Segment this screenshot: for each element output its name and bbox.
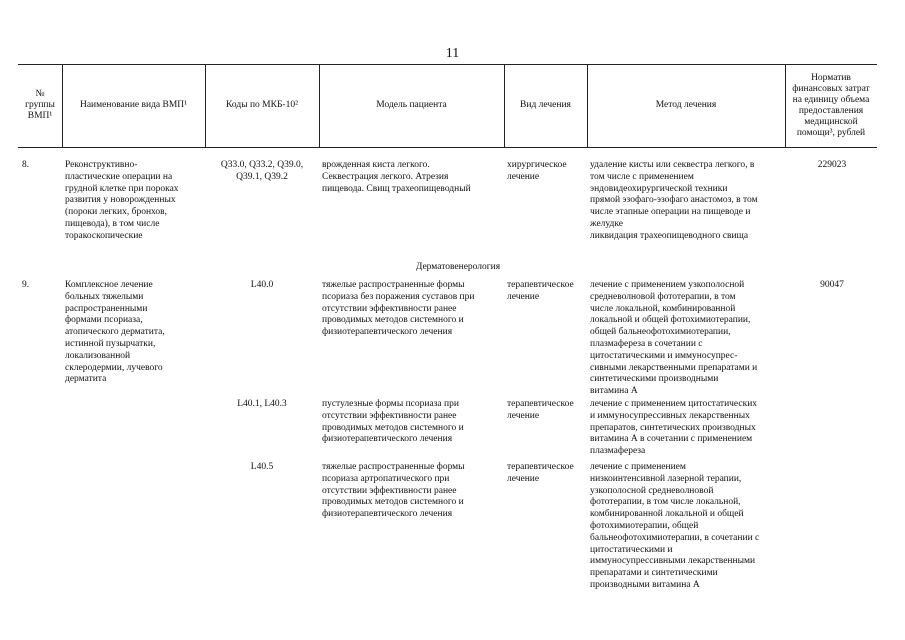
header-treatment-type: Вид лечения [520,100,571,110]
treatment-type: терапевтическое лечение [507,462,574,484]
treatment-method: лечение с применением низкоинтенсивной лазерной терапии, узкополосной средневолновой фототерапии, в том числе локальной, комбинированной локальной и общей фотохимиотерапии, общей бальнеофотохимиотерапии, в сочетании с цитостатическими и иммуносупрессивными лекарственными препаратами и синтетическими производными витамина А [590,462,760,590]
treatment-type: хирургическое лечение [507,160,567,182]
section-title: Дерматовенерология [415,262,501,272]
row-number: 9. [22,280,30,290]
treatment-type: терапевтическое лечение [507,399,574,421]
header-patient-model: Модель пациента [376,100,447,110]
patient-model: тяжелые распространенные формы псориаза без поражения суставов при отсутствии эффективности ранее проводимых методов системного и физиотерапевтического лечения [322,280,475,338]
patient-model: пустулезные формы псориаза при отсутствии эффективности ранее проводимых методов системного и физиотерапевтического лечения [322,399,464,445]
header-icd-codes: Коды по МКБ-10² [226,100,298,110]
patient-model: врожденная киста легкого. Секвестрация легкого. Атрезия пищевода. Свищ трахеопищеводный [322,160,471,194]
vmp-name: Реконструктивно- пластические операции на грудной клетке при пороках развития у новорожденных (пороки легких, бронхов, пищевода), в том числе торакоскопические [65,160,179,241]
header-cost-standard: Норматив финансовых затрат на единицу объема предоставления медицинской помощи³, рублей [792,72,870,138]
patient-model: тяжелые распространенные формы псориаза артропатического при отсутствии эффективности ранее проводимых методов системного и физиотерапевтического лечения [322,462,465,520]
vmp-name: Комплексное лечение больных тяжелыми распространенными формами псориаза, атопического дерматита, истинной пузырчатки, локализованной склеродермии, лучевого дерматита [65,280,165,385]
page-number: 11 [445,46,460,61]
cost-standard: 229023 [817,160,847,170]
treatment-type: терапевтическое лечение [507,280,574,302]
icd-codes: L40.5 [250,462,274,472]
icd-codes: Q33.0, Q33.2, Q39.0, Q39.1, Q39.2 [220,160,304,182]
header-vmp-name: Наименование вида ВМП¹ [79,100,188,110]
icd-codes: L40.0 [250,280,274,290]
header-group-number: № группы ВМП¹ [25,89,55,121]
header-treatment-method: Метод лечения [655,100,717,110]
row-number: 8. [22,160,30,170]
treatment-method: удаление кисты или секвестра легкого, в том числе с применением эндовидеохирургической техники прямой эзофаго-эзофаго анастомоз, в том числе этапные операции на пищеводе и желудке ликвидация трахеопищеводного свища [590,160,758,241]
treatment-method: лечение с применением узкополосной средневолновой фототерапии, в том числе локальной, комбинированной локальной и общей фотохимиотерапии, общей бальнеофотохимиотерапии, плазмафереза в сочетании с цитостатическими и иммуносупрес- сивными лекарственными препаратами и синтетическими производными витамина А [590,280,758,397]
header-bottom-border [18,147,877,148]
cost-standard: 90047 [820,280,844,290]
icd-codes: L40.1, L40.3 [237,399,287,409]
treatment-method: лечение с применением цитостатических и иммуносупрессивных лекарственных препаратов, синтетических производных витамина А в сочетании с применением плазмафереза [590,399,758,457]
